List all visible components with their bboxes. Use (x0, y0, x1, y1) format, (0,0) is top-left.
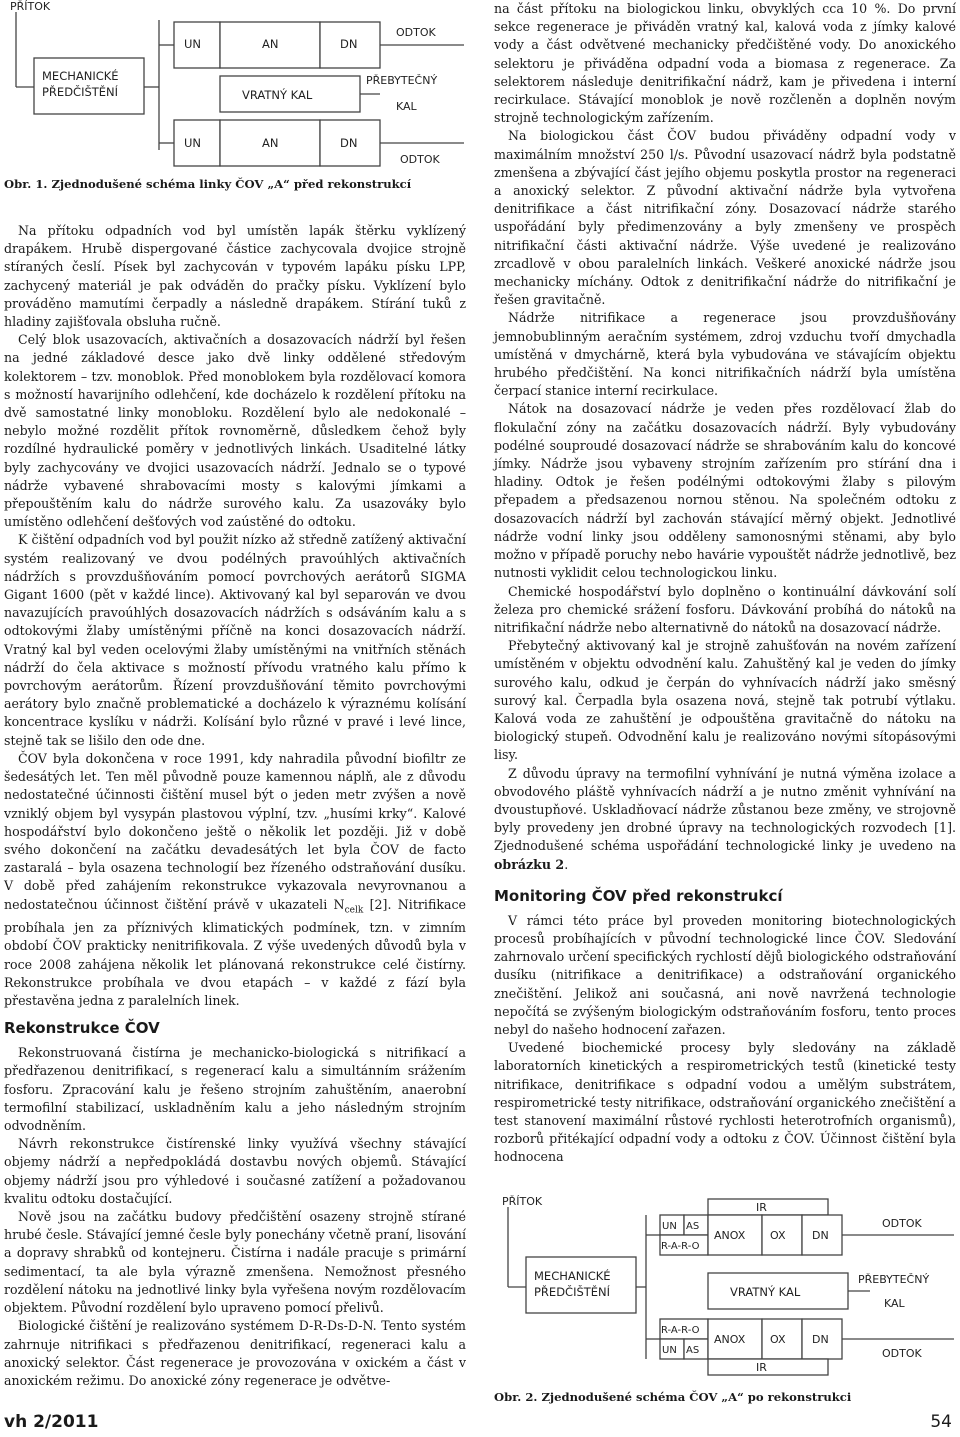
heading-rekonstrukce: Rekonstrukce ČOV (4, 1019, 160, 1038)
left-paragraph-4 (4, 750, 466, 1010)
fig2-bot-odtok: ODTOK (882, 1346, 922, 1360)
fig2-bot-ir-box (708, 1359, 828, 1375)
fig2-label-prebytecny1: PŘEBYTEČNÝ (858, 1272, 930, 1286)
fig1-label-prebytecny1: PŘEBYTEČNÝ (366, 74, 438, 87)
fig1-bot-dn: DN (340, 136, 358, 150)
left-paragraph-7: Nově jsou na začátku budovy předčištění osazeny strojně stírané hrubé česle. Stávající jemné česle byly ponechány včetně praní, lisování a dopravy shrabků od kontejneru. Čistírna i nadále pracuje s primární sedimentací, ta ale byla výrazně zmenšena. Nemožnost přesného rozdělení nátoku na jednotlivé linky byla vyřešena novým rozdělovacím objektem. Původní rozdělení bylo upraveno pomocí přelivů. (4, 1209, 466, 1316)
fig1-top-odtok: ODTOK (396, 26, 436, 39)
right-paragraph-6: Přebytečný aktivovaný kal je strojně zahušťován na novém zařízení umístěném v objektu odvodnění kalu. Zahuštěný kal je veden do jímky surového kalu, odkud je čerpán do vyhnívacích nádrží jako směsný surový kal. Čerpadla byla osazena nová, stejně tak potrubí výtlaku. Kalová voda ze zahuštění je odpouštěna gravitačně do nátoku na biologický stupeň. Odvodnění kalu je realizováno novými sítopásovými lisy. (494, 638, 956, 763)
fig2-label-prebytecny2: KAL (884, 1296, 905, 1310)
left-paragraph-2: Celý blok usazovacích, aktivačních a dosazovacích nádrží byl řešen na jedné základové desce jako dvě linky oddělené středovým kolektorem – tzv. monoblok. Před monoblokem byla rozdělovací komora s možností havarijního odlehčení, kde docházelo k rozdělení přítoku na dvě samostatné linky monobloku. Rozdělení bylo ale nedokonalé – nebylo možné rozdělit přítok rovnoměrně, důsledkem čehož byly rozdílné hydraulické poměry v jednotlivých linkách. Usaditelné látky byly zachycovány ve dvojici usazovacích nádrží. Jednalo se o typové nádrže vybavené shrabovacími mosty s kalovými jímkami a přepouštěním kalu do nádrže surového kalu. Za usazováky bylo umístěno odlehčení dešťových vod zaústěné do odtoku. (4, 332, 466, 530)
figure-1-svg (4, 0, 466, 170)
fig2-bot-dn: DN (812, 1332, 829, 1346)
left-paragraph-5: Rekonstruovaná čistírna je mechanicko-biologická s nitrifikací a předřazenou denitrifikací, s regenerací kalu a simultánním srážením fosforu. Zpracování kalu je řešeno strojním zahuštěním, anaerobní termofilní stabilizací, uskladněním kalu a jeho následným strojním odvodněním. (4, 1045, 466, 1134)
fig1-top-un: UN (184, 37, 202, 51)
fig1-label-prebytecny2: KAL (396, 100, 417, 113)
right-paragraph-7 (494, 765, 956, 874)
fig1-label-mech1: MECHANICKÉ (42, 69, 119, 83)
figure-1-diagram (4, 0, 466, 170)
fig1-label-mech2: PŘEDČIŠTĚNÍ (42, 85, 119, 99)
right-paragraph-5: Chemické hospodářství bylo doplněno o kontinuální dávkování solí železa pro chemické srážení fosforu. Dávkování probíhá do nátoků na nitrifikační nádrže nebo alternativně do nátoků na dosazovací nádrže. (494, 583, 956, 635)
right-paragraph-7-before: Z důvodu úpravy na termofilní vyhnívání je nutná výměna izolace a obvodového pláště vyhnívacích nádrží a je nutno změnit vyhnívání na dvoustupňové. Uskladňovací nádrže zůstanou beze změny, ve strojovně byly provedeny jen drobné úpravy na technologických rozvodech [1]. Zjednodušené schéma uspořádání technologické linky je uvedeno na (494, 765, 956, 854)
right-column (494, 0, 956, 1405)
fig2-top-as: AS (686, 1220, 700, 1232)
left-paragraph-4-subscript: celk (344, 905, 364, 916)
fig1-bot-an: AN (262, 136, 279, 150)
issue-label: vh 2/2011 (4, 1412, 99, 1432)
fig2-bot-as: AS (686, 1344, 700, 1356)
right-paragraph-4: Nátok na dosazovací nádrže je veden přes rozdělovací žlab do flokulační zóny na začátku dosazovacích nádrží. Byly vybudovány podélné souproudé dosazovací nádrže se shrabováním kalu do koncové jímky. Nádrže jsou vybaveny strojním zařízením pro stírání dna i hladiny. Odtok je řešen podélnými odtokovými žlaby s pilovým přepadem a předsazenou nornou stěnou. Na společném odtoku z dosazovacích nádrží byl zachován stávající měrný objekt. Jednotlivé nádrže vodní linky jsou odděleny samonosnými stěnami, aby bylo možno v případě poruchy nebo havárie vypouštět nádrže jednotlivě, bez nutnosti vyklidit celou technologickou linku. (494, 401, 956, 581)
fig2-top-ir: IR (756, 1200, 767, 1214)
right-paragraph-7-after: . (564, 856, 569, 872)
fig2-bot-un: UN (662, 1344, 677, 1356)
right-paragraph-8: V rámci této práce byl proveden monitoring biotechnologických procesů probíhajících v původní technologické lince ČOV. Sledování zahrnovalo určení specifických rychlostí dějů biologického odstraňování dusíku (nitrifikace a denitrifikace) a odstraňování organického znečištění. Jelikož ani současná, ani nově navržená technologie nepočítá se zvýšeným biologickým odstraňováním fosforu, tento proces nebyl do našeho hodnocení zařazen. (494, 912, 956, 1037)
fig1-top-dn: DN (340, 37, 358, 51)
heading-monitoring: Monitoring ČOV před rekonstrukcí (494, 886, 783, 905)
fig2-label-mech1: MECHANICKÉ (534, 1268, 611, 1283)
fig2-top-anox: ANOX (714, 1228, 746, 1242)
fig1-bot-odtok: ODTOK (400, 153, 440, 166)
fig1-label-pritok: PŘÍTOK (10, 0, 51, 13)
fig2-top-odtok: ODTOK (882, 1216, 922, 1230)
right-paragraph-9: Uvedené biochemické procesy byly sledovány na základě laboratorních kinetických a respirometrických testů (kinetické testy nitrifikace, denitrifikace s odpadní vodou a umělým substrátem, respirometrické testy nitrifikace, odstraňování organického znečištění a test stanovení maximální růstové rychlosti heterotrofních organismů), rozborů přitékající odpadní vody a odtoku z ČOV. Účinnost čištění byla hodnocena (494, 1040, 956, 1165)
left-paragraph-3: K čištění odpadních vod byl použit nízko až středně zatížený aktivační systém realizovaný ve dvou podélných pravoúhlých aktivačních nádržích s provzdušňováním pomocí povrchových aerátorů SIGMA Gigant 1600 (pět v každé lince). Aktivovaný kal byl separován ve dvou navazujících pravoúhlých dosazovacích nádržích s odsáváním kalu a s odtokovými žlaby umístěnými příčně na konci dosazovacích nádrží. Vratný kal byl veden ocelovými žlaby umístěnými na vnitřních stěnách nádrží do čela aktivace s možností přívodu vratného kalu přímo k povrchovým aerátorům. Řízení provzdušňování těmito povrchovými aerátory bylo značně problematické a docházelo k výraznému kolísání koncentrace kyslíku v nádrži. Kolísání bylo různé v pravé i levé lince, stejně tak se lišilo den ode dne. (4, 532, 466, 748)
right-paragraph-1: na část přítoku na biologickou linku, obvyklých cca 10 %. Do první sekce regenerace je přiváděn vratný kal, kalová voda z jímky kalové vody a část odvětvené mechanicky předčištěné vody. Do anoxického selektoru je přiváděna odpadní voda a biomasa z regenerace. Za selektorem následuje denitrifikační nádrž, kam je přivedena i interní recirkulace. Stávající monoblok je nově rozčleněn a doplněn novým strojně technologickým zařízením. (494, 1, 956, 126)
left-paragraph-8: Biologické čištění je realizováno systémem D-R-Ds-D-N. Tento systém zahrnuje nitrifikaci s předřazenou denitrifikací, regeneraci kalu a anoxický selektor. Část regenerace je provozována v oxickém a část v anoxickém režimu. Do anoxické zóny regenerace je odvětve- (4, 1318, 466, 1388)
fig2-top-dn: DN (812, 1228, 829, 1242)
figure-2-diagram (494, 1195, 956, 1383)
fig2-label-vratny: VRATNÝ KAL (730, 1284, 801, 1299)
fig2-label-mech2: PŘEDČIŠTĚNÍ (534, 1284, 611, 1299)
fig1-label-vratny: VRATNÝ KAL (242, 88, 313, 102)
left-paragraph-4-before: ČOV byla dokončena v roce 1991, kdy nahradila původní biofiltr ze šedesátých let. Ten měl původně pouze kamennou náplň, ale z důvodu nedostatečné účinnosti čištění musel být o jeden metr zvýšen a nově vzniklý objem byl vysypán plastovou výplní, tzv. „husími krky“. Kalové hospodářství bylo dokončeno ještě o několik let později. Již v době svého dokončení na začátku devadesátých let byla ČOV de facto zastaralá – byla osazena technologií bez řízeného odstraňování dusíku. V době před zahájením rekonstrukce vykazovala nevyrovnanou a nedostatečnou účinnost čištění právě v ukazateli N (4, 750, 466, 912)
fig1-top-an: AN (262, 37, 279, 51)
figure-1-caption: Obr. 1. Zjednodušené schéma linky ČOV „A“ před rekonstrukcí (4, 177, 412, 191)
fig2-label-pritok: PŘÍTOK (502, 1194, 543, 1208)
figure-2-caption: Obr. 2. Zjednodušené schéma ČOV „A“ po rekonstrukci (494, 1389, 852, 1404)
left-paragraph-4-after: [2]. Nitrifikace probíhala jen za příznivých klimatických podmínek, tzn. v zimním období ČOV prakticky nenitrifikovala. Z výše uvedených důvodů byla v roce 2008 zahájena několik let plánovaná rekonstrukce celé čistírny. Rekonstrukce probíhala ve dvou etapách – v každé z fází byla přestavěna jedna z paralelních linek. (4, 896, 466, 1009)
left-paragraph-1: Na přítoku odpadních vod byl umístěn lapák štěrku vyklízený drapákem. Hrubě dispergované částice zachycovala dvojice strojně stíraných česlí. Písek byl zachycován v typovém lapáku písku LPP, zachycený materiál je pak odváděn do pračky písku. Vyklízení bylo prováděno mamutími čerpadly a následně drapákem. Stírání tuků z hladiny zajišťovala obsluha ručně. (4, 223, 466, 330)
right-paragraph-7-figure-ref: obrázku 2 (494, 856, 565, 872)
fig2-top-ox: OX (770, 1228, 786, 1242)
left-column (4, 0, 466, 1390)
fig2-bot-rar: R-A-R-O (661, 1324, 700, 1336)
right-paragraph-3: Nádrže nitrifikace a regenerace jsou provzdušňovány jemnobublinným aeračním systémem, zdroj vzduchu tvoří dmychadla umístěná v dmychárně, která byla vybudována ve stávajícím objektu hrubého předčištění. Na konci nitrifikačních nádrží byla umístěna čerpací stanice interní recirkulace. (494, 310, 956, 399)
page-number: 54 (930, 1412, 952, 1432)
fig2-bot-ox: OX (770, 1332, 786, 1346)
fig1-bot-un: UN (184, 136, 202, 150)
left-paragraph-6: Návrh rekonstrukce čistírenské linky využívá všechny stávající objemy nádrží a nepředpokládá dostavbu nových objemů. Stávající objemy nádrží jsou pro výhledové i současné zatížení a požadovanou kvalitu odtoku dostačující. (4, 1136, 466, 1206)
fig2-top-rar: R-A-R-O (661, 1240, 700, 1252)
fig2-top-ir-box (708, 1199, 828, 1215)
fig2-top-un: UN (662, 1220, 677, 1232)
figure-2-svg (494, 1195, 956, 1383)
right-paragraph-2: Na biologickou část ČOV budou přiváděny odpadní vody v maximálním množství 250 l/s. Původní usazovací nádrž byla podstatně zmenšena a zbývající část jejího objemu poskytla prostor na regeneraci a anoxický selektor. Z původní aktivační nádrže byla vytvořena denitrifikace a část nitrifikační zóny. Dosazovací nádrže starého uspořádání byly předimenzovány a byly zmenšeny ve prospěch nitrifikační části aktivační nádrže. Výše uvedené je realizováno zrcadlově v obou paralelních linkách. Veškeré anoxické nádrže jsou mechanicky míchány. Odtok z denitrifikační nádrže do nitrifikační je řešen gravitačně. (494, 128, 956, 308)
fig2-bot-anox: ANOX (714, 1332, 746, 1346)
fig2-bot-ir: IR (756, 1360, 767, 1374)
